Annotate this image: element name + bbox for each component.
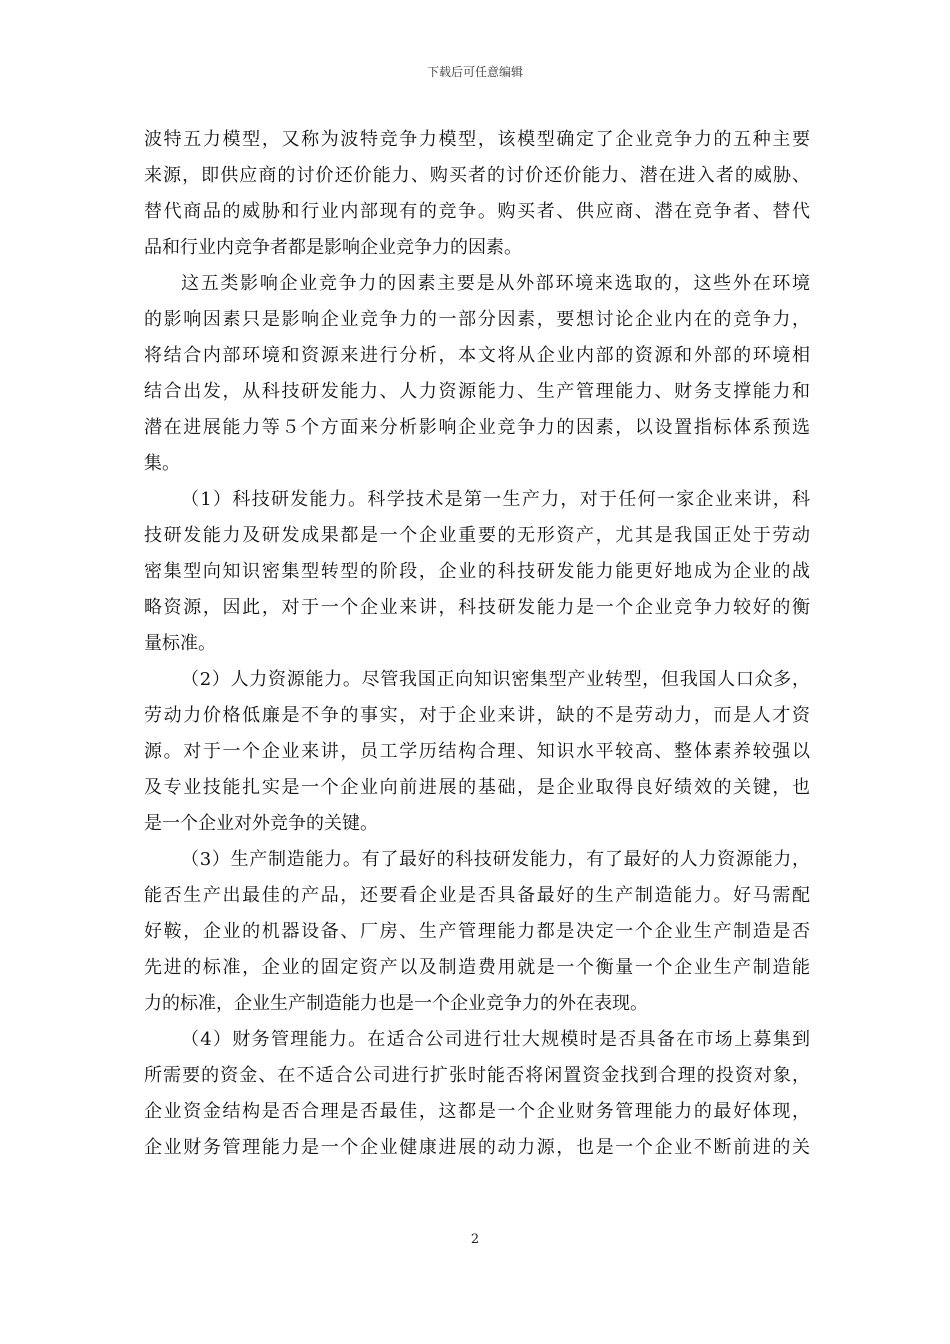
text-line: 是一个企业对外竞争的关键。 [144,813,378,834]
text-line: （4）财务管理能力。在适合公司进行壮大规模时是否具备在市场上募集到 [181,1029,810,1050]
text-line: 量标准。 [144,633,216,654]
text-line: （3）生产制造能力。有了最好的科技研发能力，有了最好的人力资源能力， [181,849,810,870]
text-line: 好鞍，企业的机器设备、厂房、生产管理能力都是决定一个企业生产制造是否 [144,921,810,942]
text-line: 先进的标准，企业的固定资产以及制造费用就是一个衡量一个企业生产制造能 [144,957,810,978]
text-line: 劳动力价格低廉是不争的事实，对于企业来讲，缺的不是劳动力，而是人才资 [144,705,810,726]
text-line: 集。 [144,453,180,474]
page-number: 2 [470,1232,480,1247]
text-line: 品和行业内竞争者都是影响企业竞争力的因素。 [144,237,522,258]
document-body [144,122,810,1166]
text-line: 的影响因素只是影响企业竞争力的一部分因素，要想讨论企业内在的竞争力， [144,309,810,330]
text-line: 密集型向知识密集型转型的阶段，企业的科技研发能力能更好地成为企业的战 [144,561,810,582]
text-line: 所需要的资金、在不适合公司进行扩张时能否将闲置资金找到合理的投资对象， [144,1065,810,1086]
text-line: 企业资金结构是否合理是否最佳，这都是一个企业财务管理能力的最好体现， [144,1101,810,1122]
paragraph-6 [144,1022,810,1166]
text-line: 略资源，因此，对于一个企业来讲，科技研发能力是一个企业竞争力较好的衡 [144,597,810,618]
paragraph-3 [144,482,810,662]
text-line: 力的标准，企业生产制造能力也是一个企业竞争力的外在表现。 [144,993,648,1014]
paragraph-4 [144,662,810,842]
text-line: 这五类影响企业竞争力的因素主要是从外部环境来选取的，这些外在环境 [181,273,810,294]
text-line: 潜在进展能力等５个方面来分析影响企业竞争力的因素，以设置指标体系预选 [144,417,810,438]
page-header: 下载后可任意编辑 [426,65,523,79]
text-line: 波特五力模型，又称为波特竞争力模型，该模型确定了企业竞争力的五种主要 [144,129,810,150]
text-line: 将结合内部环境和资源来进行分析，本文将从企业内部的资源和外部的环境相 [144,345,810,366]
text-line: 源。对于一个企业来讲，员工学历结构合理、知识水平较高、整体素养较强以 [144,741,810,762]
text-line: （2）人力资源能力。尽管我国正向知识密集型产业转型，但我国人口众多， [181,669,810,690]
paragraph-1 [144,122,810,266]
text-line: 替代商品的威胁和行业内部现有的竞争。购买者、供应商、潜在竞争者、替代 [144,201,810,222]
paragraph-2 [144,266,810,482]
text-line: （1）科技研发能力。科学技术是第一生产力，对于任何一家企业来讲，科 [181,489,810,510]
text-line: 结合出发，从科技研发能力、人力资源能力、生产管理能力、财务支撑能力和 [144,381,810,402]
text-line: 及专业技能扎实是一个企业向前进展的基础，是企业取得良好绩效的关键，也 [144,777,810,798]
text-line: 来源，即供应商的讨价还价能力、购买者的讨价还价能力、潜在进入者的威胁、 [144,165,810,186]
paragraph-5 [144,842,810,1022]
text-line: 能否生产出最佳的产品，还要看企业是否具备最好的生产制造能力。好马需配 [144,885,810,906]
text-line: 企业财务管理能力是一个企业健康进展的动力源，也是一个企业不断前进的关 [144,1137,810,1158]
text-line: 技研发能力及研发成果都是一个企业重要的无形资产，尤其是我国正处于劳动 [144,525,810,546]
